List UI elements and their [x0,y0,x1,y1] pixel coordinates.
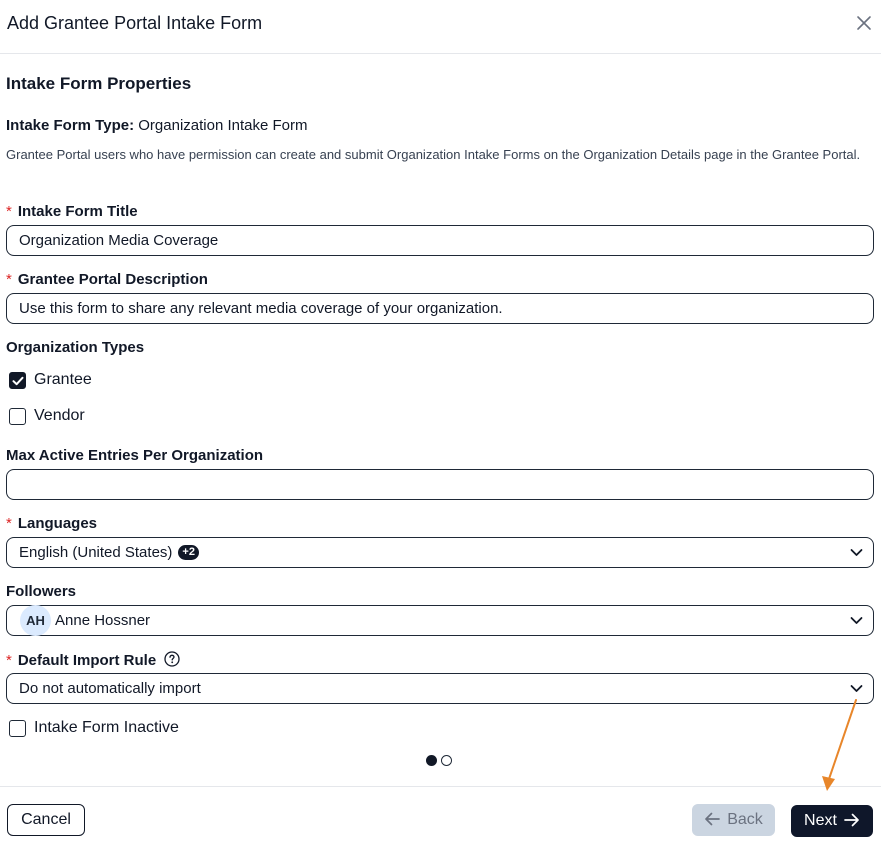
import-rule-label-text: Default Import Rule [17,652,157,669]
section-title: Intake Form Properties [6,74,192,93]
intake-form-type-value: Organization Intake Form [138,117,308,134]
modal-title: Add Grantee Portal Intake Form [7,13,263,33]
cancel-button[interactable] [7,804,85,836]
chevron-down-icon [850,616,863,625]
vendor-label: Vendor [34,407,85,424]
step-dot-inactive[interactable] [441,755,452,766]
max-entries-label: Max Active Entries Per Organization [6,447,264,464]
languages-selected: English (United States) [19,544,173,561]
avatar: AH [20,605,51,636]
grantee-checkbox[interactable] [9,372,26,389]
followers-label: Followers [6,583,77,600]
close-icon[interactable] [855,14,873,32]
arrow-left-icon [704,811,721,827]
chevron-down-icon [850,684,863,693]
followers-value: Anne Hossner [55,612,151,629]
followers-select[interactable] [6,605,874,636]
inactive-label: Intake Form Inactive [34,719,179,736]
cancel-button-label: Cancel [21,811,71,828]
required-marker: * [6,203,12,220]
step-dot-active[interactable] [426,755,437,766]
description-input-value: Use this form to share any relevant media coverage of your organization. [19,300,503,317]
required-marker: * [6,515,12,532]
import-rule-select[interactable] [6,673,874,704]
back-button[interactable] [692,804,775,836]
languages-label-text: Languages [17,515,98,532]
next-button[interactable] [791,805,873,837]
languages-select[interactable] [6,537,874,568]
org-types-label: Organization Types [6,339,145,356]
arrow-right-icon [843,812,860,828]
title-input-value: Organization Media Coverage [19,232,219,249]
import-rule-label [6,651,180,669]
intake-form-type [6,117,308,134]
languages-count-badge: +2 [178,545,199,560]
check-icon [11,374,25,388]
max-entries-input[interactable] [6,469,874,500]
chevron-down-icon [850,548,863,557]
vendor-checkbox[interactable] [9,408,26,425]
languages-label [6,515,97,532]
modal-header [0,0,881,54]
description-label-text: Grantee Portal Description [17,271,208,288]
languages-value [19,544,199,561]
required-marker: * [6,271,12,288]
required-marker: * [6,652,12,669]
modal-footer [0,786,881,842]
grantee-label: Grantee [34,371,92,388]
description-label [6,271,208,288]
import-rule-value: Do not automatically import [19,680,201,697]
back-button-label: Back [727,811,763,828]
intake-form-type-description: Grantee Portal users who have permission can create and submit Organization Intake Forms on the Organization Details page in the Grantee Portal. [6,147,861,162]
description-input[interactable] [6,293,874,324]
title-input[interactable] [6,225,874,256]
intake-form-type-key: Intake Form Type: [6,117,135,134]
info-icon[interactable] [164,651,180,667]
inactive-checkbox[interactable] [9,720,26,737]
title-label-text: Intake Form Title [17,203,138,220]
title-label [6,203,138,220]
next-button-label: Next [804,812,837,829]
